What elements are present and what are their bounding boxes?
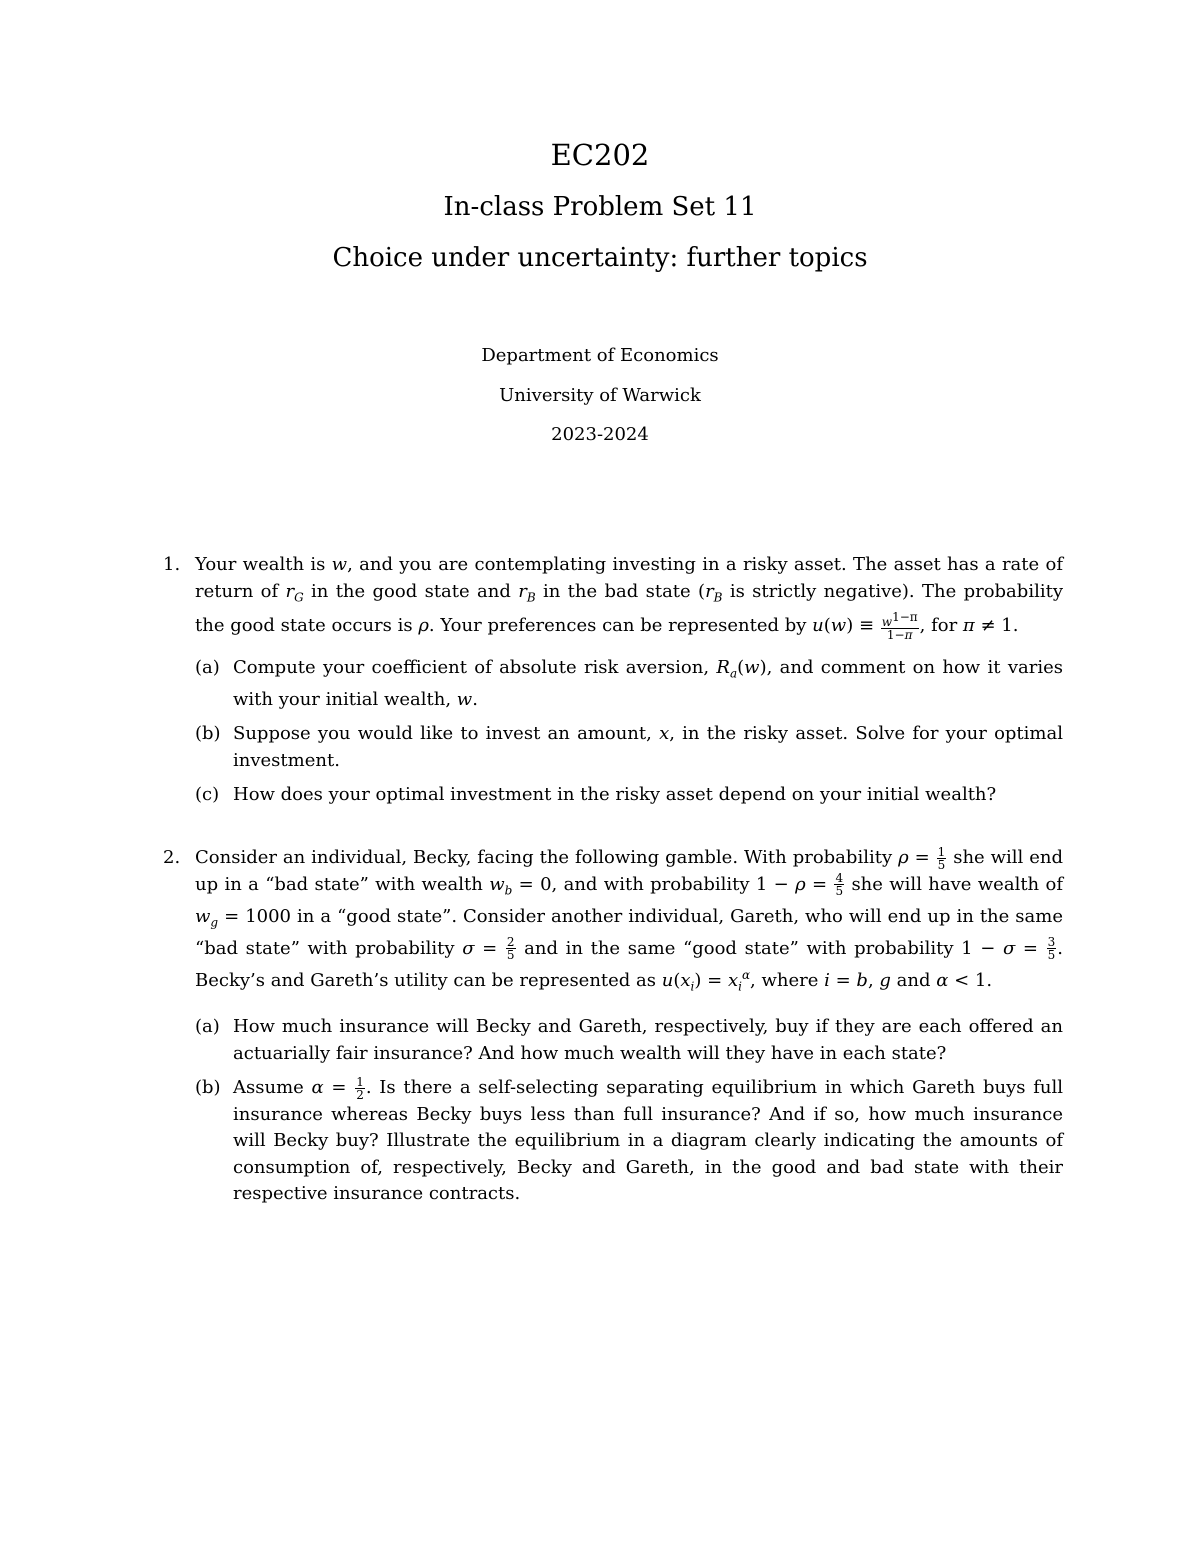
utility-fraction: $\frac{w^{1-\pi}}{1-\pi}$ — [881, 609, 918, 642]
department: Department of Economics — [481, 345, 719, 366]
question-2b: (b) Assume α = $\frac{1}{2}$ . Is there a self-selecting separating equilibrium in which Gareth buys full insurance whereas Becky buys less than full insurance? And if so, how much insurance will Becky buy? Illustrate the equilibrium in a diagram clearly indicating the amounts of consumption of, respectively, Becky and Gareth, in the good and bad state with their respective insurance contracts. — [195, 1074, 1063, 1205]
university: University of Warwick — [499, 385, 701, 406]
question-2a: (a) How much insurance will Becky and Gareth, respectively, buy if they are each offered an actuarially fair insurance? And how much wealth will they have in each state? — [195, 1016, 1063, 1064]
question-2-text: Consider an individual, Becky, facing the following gamble. With probability ρ = $\frac{1}{5}$ she will end up in a “bad state” with wealth $w_b = 0$, and with probability 1 − ρ = $\frac{4}{5}$ she will have wealth of $w_g = 1000$ in a “good state”. Consider another individual, Gareth, who will end up in the same “bad state” with probability σ = $\frac{2}{5}$ and in the same “good state” with probability 1 − σ = $\frac{3}{5}$ . Becky’s and Gareth’s utility can be represented as $u(x_i) = x_i^\alpha$, where i = b, g and α < 1. — [195, 844, 1064, 994]
problem-set-title: In-class Problem Set 11 — [443, 192, 757, 222]
topic-title: Choice under uncertainty: further topics — [332, 243, 868, 273]
question-1a: (a) Compute your coefficient of absolute risk aversion, $R_a(w)$, and comment on how it varies with your initial wealth, w. — [195, 656, 1063, 710]
question-1b: (b) Suppose you would like to invest an amount, x, in the risky asset. Solve for your optimal investment. — [195, 723, 1063, 771]
question-2 — [163, 845, 1063, 1208]
question-1c: (c) How does your optimal investment in the risky asset depend on your initial wealth? — [195, 784, 997, 806]
question-1 — [163, 552, 1063, 809]
question-1-text: Your wealth is w, and you are contemplating investing in a risky asset. The asset has a rate of return of $r_G$ in the good state and $r_B$ in the bad state ($r_B$ is strictly negative). The probability the good state occurs is ρ. Your preferences can be represented by u(w) ≡ $\frac{w^{1-\pi}}{1-\pi}$ , for π ≠ 1. — [195, 554, 1063, 642]
question-number: 2. — [163, 847, 181, 868]
question-number: 1. — [163, 554, 181, 575]
academic-year: 2023-2024 — [551, 424, 649, 445]
course-code: EC202 — [550, 138, 650, 172]
